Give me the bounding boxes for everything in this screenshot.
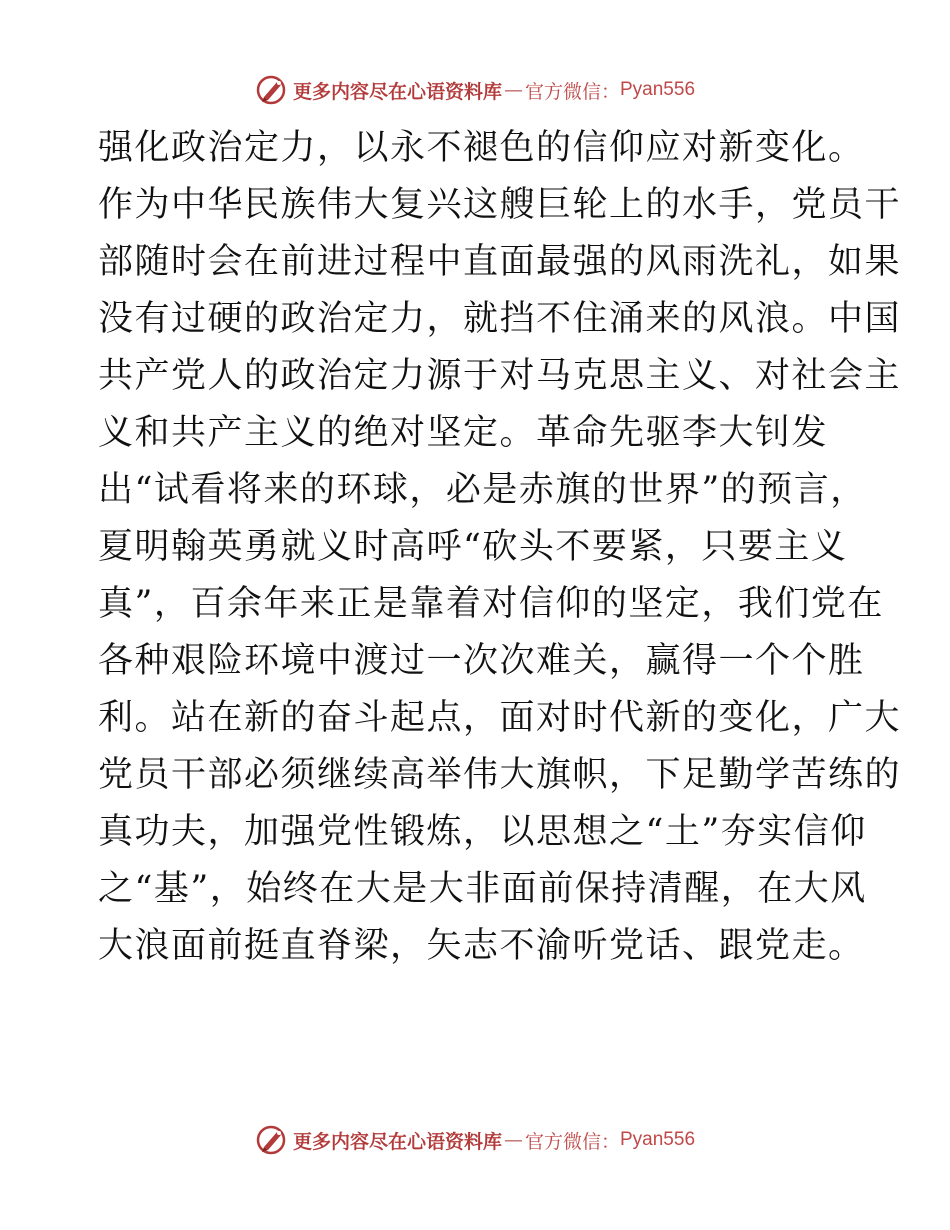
footer-watermark-banner (0, 1120, 950, 1160)
body-line: 真”，百余年来正是靠着对信仰的坚定，我们党在 (98, 584, 884, 624)
banner-separator: — (503, 1129, 523, 1151)
body-line: 共产党人的政治定力源于对马克思主义、对社会主 (98, 356, 902, 396)
body-line: 利。站在新的奋斗起点，面对时代新的变化，广大 (98, 698, 902, 738)
document-body (98, 120, 902, 975)
body-line: 真功夫，加强党性锻炼，以思想之“土”夯实信仰 (98, 812, 867, 852)
body-line: 之“基”，始终在大是大非面前保持清醒，在大风 (98, 869, 867, 909)
pen-logo-icon (255, 1123, 289, 1157)
body-line: 党员干部必须继续高举伟大旗帜，下足勤学苦练的 (98, 755, 902, 795)
banner-wechat-id: Pyan556 (620, 1129, 696, 1150)
body-line: 各种艰险环境中渡过一次次难关，赢得一个个胜 (98, 641, 865, 681)
body-line: 大浪面前挺直脊梁，矢志不渝听党话、跟党走。 (98, 926, 865, 966)
body-line: 部随时会在前进过程中直面最强的风雨洗礼，如果 (98, 242, 902, 282)
banner-wechat-id: Pyan556 (620, 79, 696, 100)
body-line: 义和共产主义的绝对坚定。革命先驱李大钊发 (98, 413, 829, 453)
body-line: 作为中华民族伟大复兴这艘巨轮上的水手，党员干 (98, 185, 902, 225)
body-line: 夏明翰英勇就义时高呼“砍头不要紧，只要主义 (98, 527, 848, 567)
banner-wechat-label: 官方微信： (524, 80, 620, 103)
banner-site-text: 更多内容尽在心语资料库 (292, 1130, 502, 1153)
banner-site-text: 更多内容尽在心语资料库 (292, 80, 502, 103)
header-watermark-banner (0, 70, 950, 110)
banner-wechat-label: 官方微信： (524, 1130, 620, 1153)
body-line: 没有过硬的政治定力，就挡不住涌来的风浪。中国 (98, 299, 902, 339)
body-line: 出“试看将来的环球，必是赤旗的世界”的预言， (98, 470, 867, 510)
banner-separator: — (503, 79, 523, 101)
body-line: 强化政治定力，以永不褪色的信仰应对新变化。 (98, 128, 865, 168)
pen-logo-icon (255, 73, 289, 107)
